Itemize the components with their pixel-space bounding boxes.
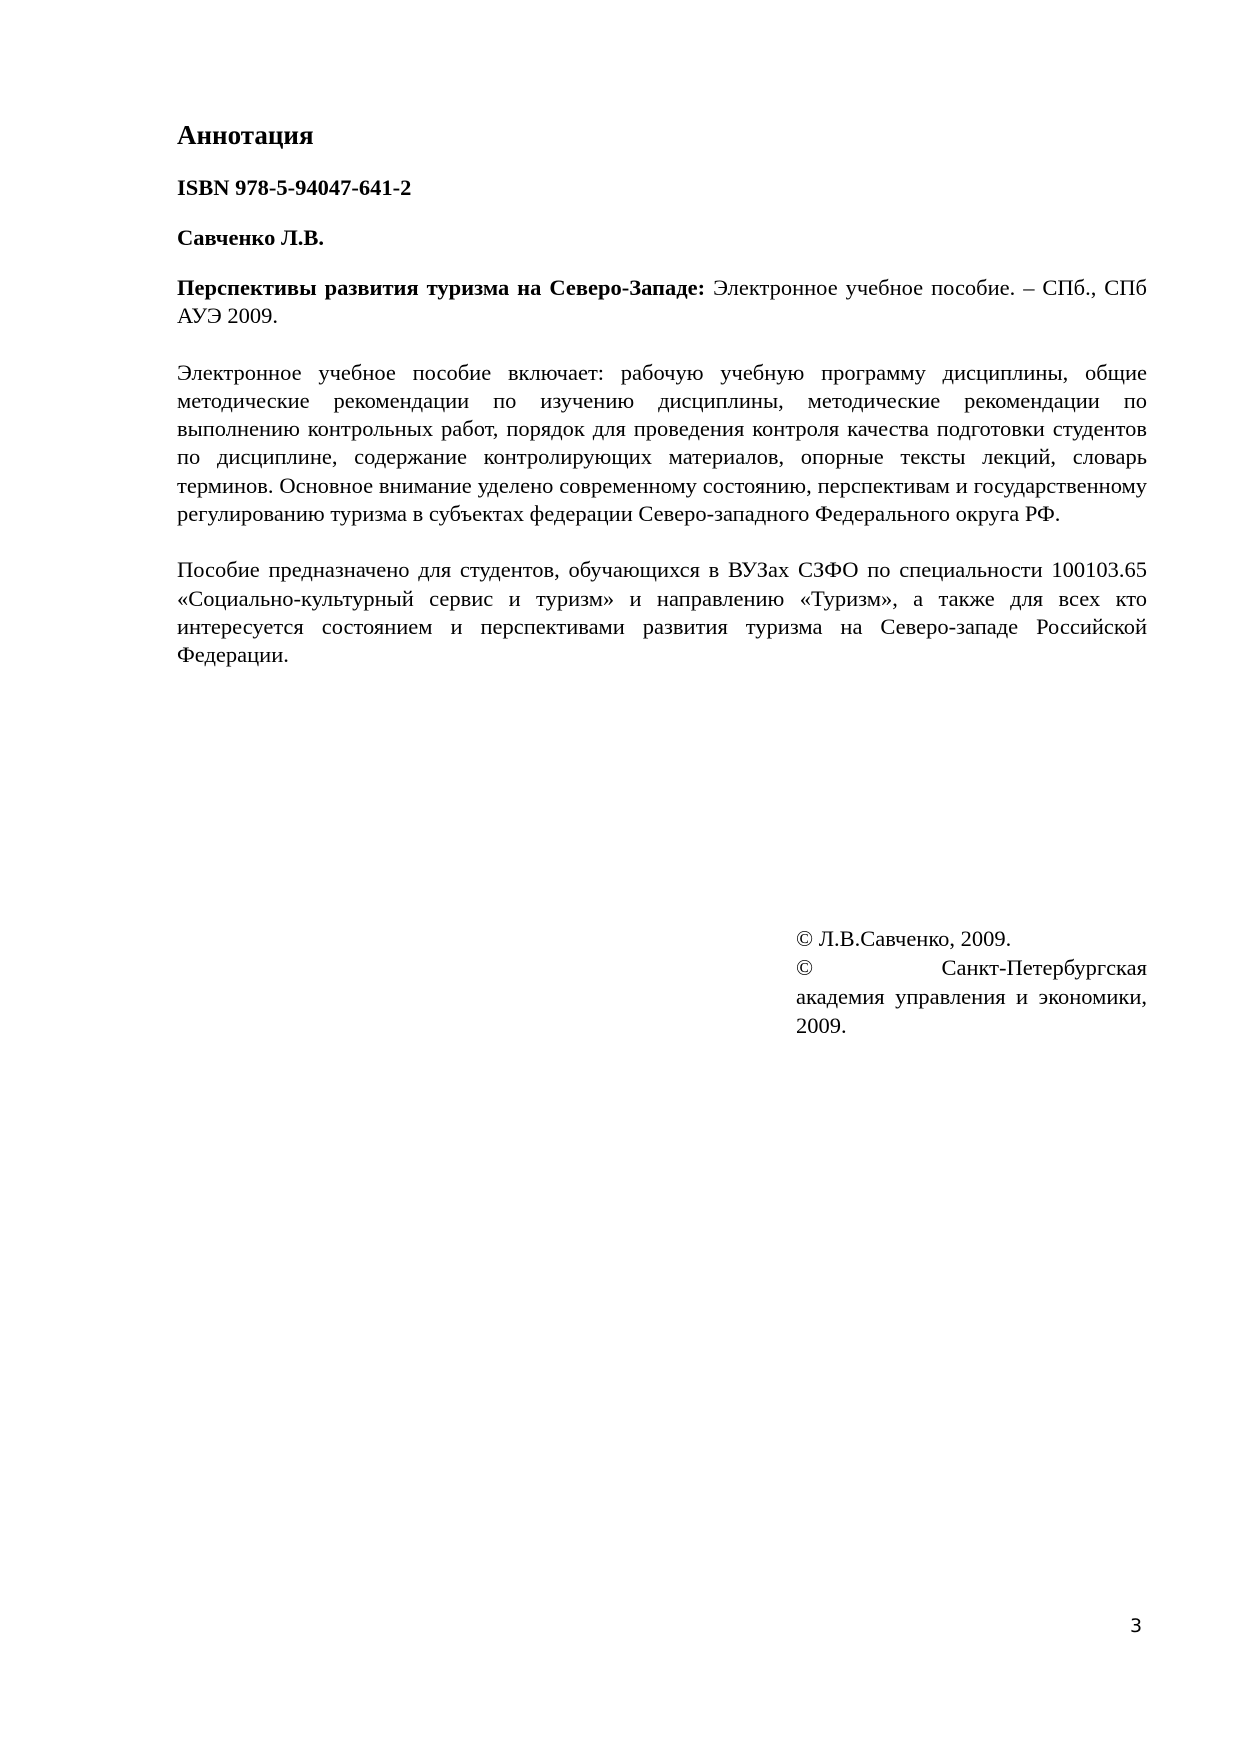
audience-paragraph: Пособие предназначено для студентов, обучающихся в ВУЗах СЗФО по специальности 100103.65 «Социально-культурный сервис и туризм» и направлению «Туризм», а также для всех кто интересуется состоянием и перспективами развития туризма на Северо-западе Российской Федерации. <box>177 557 1147 668</box>
isbn-line: ISBN 978-5-94047-641-2 <box>177 175 412 200</box>
bibliographic-record <box>177 274 1147 331</box>
copyright-organization-rest: академия управления и экономики, 2009. <box>796 984 1147 1038</box>
description-paragraph: Электронное учебное пособие включает: рабочую учебную программу дисциплины, общие методические рекомендации по изучению дисциплины, методические рекомендации по выполнению контрольных работ, порядок для проведения контроля качества подготовки студентов по дисциплине, содержание контролирующих материалов, опорные тексты лекций, словарь терминов. Основное внимание уделено современному состоянию, перспективам и государственному регулированию туризма в субъектах федерации Северо-западного Федерального округа РФ. <box>177 359 1147 527</box>
copyright-symbol: © <box>796 955 814 980</box>
copyright-organization-line <box>796 953 1147 982</box>
author-name: Савченко Л.В. <box>177 225 324 250</box>
annotation-section <box>177 118 1147 698</box>
book-title: Перспективы развития туризма на Северо-Западе: <box>177 275 706 300</box>
copyright-author: © Л.В.Савченко, 2009. <box>796 926 1012 951</box>
copyright-organization-name: Санкт-Петербургская <box>941 955 1147 980</box>
page-number: 3 <box>1130 1615 1143 1637</box>
page-title: Аннотация <box>177 120 314 150</box>
copyright-block <box>796 924 1147 1040</box>
publication-info: Электронное учебное пособие. – СПб., СПб АУЭ 2009. <box>177 275 1147 329</box>
